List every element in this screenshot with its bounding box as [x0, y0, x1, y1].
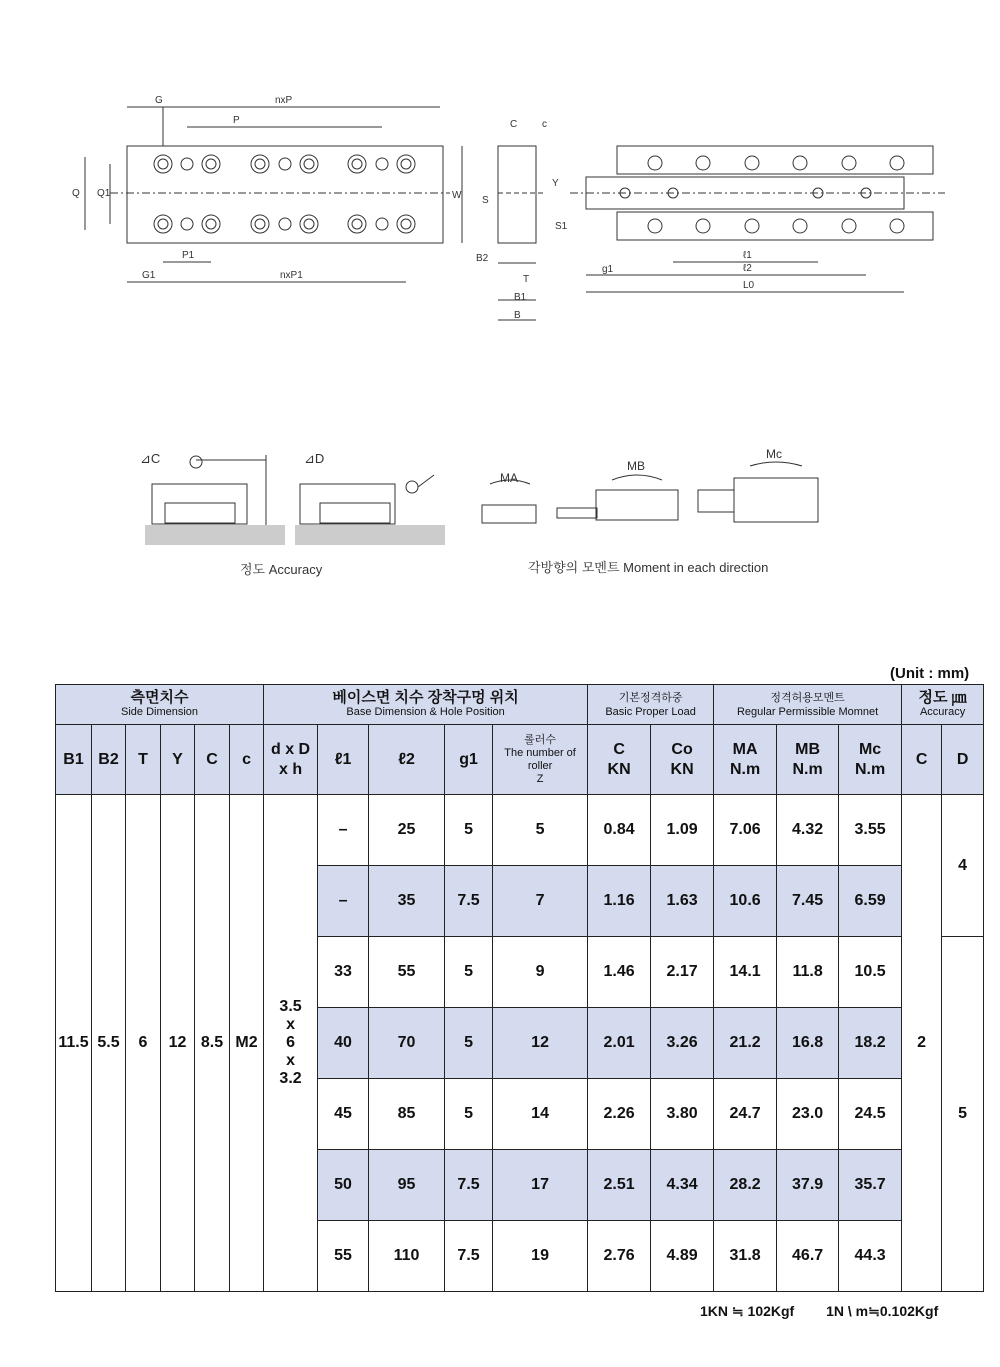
side-view-block	[498, 146, 536, 243]
cell-mb: 46.7	[777, 1221, 839, 1292]
label-P1: P1	[182, 250, 195, 261]
cell-mc: 44.3	[839, 1221, 902, 1292]
cell-l2: 55	[369, 937, 445, 1008]
label-l1: ℓ1	[743, 250, 752, 261]
cell-z: 14	[493, 1079, 588, 1150]
cell-t: 6	[126, 795, 161, 1292]
cell-g1: 5	[445, 1008, 493, 1079]
cell-co-kn: 2.17	[651, 937, 714, 1008]
nm-conversion: 1N \ m≒0.102Kgf	[826, 1303, 939, 1319]
cell-l1: 40	[318, 1008, 369, 1079]
cell-mc: 18.2	[839, 1008, 902, 1079]
group-basic-load: 기본정격하중 Basic Proper Load	[588, 685, 714, 725]
cell-l1: 33	[318, 937, 369, 1008]
column-header-row	[56, 725, 984, 795]
cell-accuracy-c: 2	[902, 795, 942, 1292]
label-delta-c: ⊿C	[140, 451, 161, 466]
cell-mb: 7.45	[777, 866, 839, 937]
cell-l2: 110	[369, 1221, 445, 1292]
kn-conversion: 1KN ≒ 102Kgf	[700, 1303, 795, 1319]
label-Q1: Q1	[97, 188, 111, 199]
moment-caption: 각방향의 모멘트 Moment in each direction	[528, 560, 769, 575]
cell-ma: 21.2	[714, 1008, 777, 1079]
col-co-kn: Co KN	[651, 725, 714, 795]
cell-c-kn: 2.51	[588, 1150, 651, 1221]
unit-label: (Unit : mm)	[890, 665, 970, 682]
label-c: c	[542, 119, 547, 130]
label-S: S	[482, 195, 489, 206]
label-B: B	[514, 310, 521, 321]
group-accuracy: 정도 ㎛ Accuracy	[902, 685, 984, 725]
cell-y: 12	[161, 795, 195, 1292]
label-nxP: nxP	[275, 95, 293, 106]
rail	[586, 177, 904, 209]
group-base-dimension: 베이스면 치수 장착구멍 위치 Base Dimension & Hole Position	[264, 685, 588, 725]
cell-l2: 70	[369, 1008, 445, 1079]
cell-mc: 35.7	[839, 1150, 902, 1221]
cell-ma: 28.2	[714, 1150, 777, 1221]
label-L0: L0	[743, 280, 755, 291]
cell-l2: 35	[369, 866, 445, 937]
cell-mb: 4.32	[777, 795, 839, 866]
label-T: T	[523, 274, 530, 285]
technical-drawing	[0, 0, 1000, 620]
cell-l1: 50	[318, 1150, 369, 1221]
cell-ma: 7.06	[714, 795, 777, 866]
cell-ma: 14.1	[714, 937, 777, 1008]
cell-c-kn: 2.26	[588, 1079, 651, 1150]
cell-mc: 6.59	[839, 866, 902, 937]
cell-z: 17	[493, 1150, 588, 1221]
spec-table	[55, 684, 984, 1292]
cell-accuracy-d: 5	[942, 937, 984, 1292]
cell-l1: 45	[318, 1079, 369, 1150]
cell-g1: 7.5	[445, 1221, 493, 1292]
col-roller-count: 롤러수 The number of roller Z	[493, 725, 588, 795]
label-mc: Mc	[766, 447, 782, 461]
col-mc: Mc N.m	[839, 725, 902, 795]
cell-c-kn: 0.84	[588, 795, 651, 866]
top-view-holes	[154, 155, 415, 233]
cell-l1: –	[318, 866, 369, 937]
cell-c-kn: 1.46	[588, 937, 651, 1008]
cell-z: 5	[493, 795, 588, 866]
col-l1: ℓ1	[318, 725, 369, 795]
col-dxd: d x D x h	[264, 725, 318, 795]
col-c: C	[195, 725, 230, 795]
label-nxP1: nxP1	[280, 270, 303, 281]
cell-c-kn: 2.01	[588, 1008, 651, 1079]
cell-co-kn: 4.34	[651, 1150, 714, 1221]
cell-mb: 11.8	[777, 937, 839, 1008]
label-G: G	[155, 95, 163, 106]
label-B2: B2	[476, 253, 489, 264]
cell-g1: 5	[445, 1079, 493, 1150]
accuracy-caption: 정도 Accuracy	[240, 562, 323, 577]
cell-g1: 7.5	[445, 866, 493, 937]
cell-c-kn: 1.16	[588, 866, 651, 937]
rail-block-upper	[617, 146, 933, 174]
label-C: C	[510, 119, 518, 130]
cell-z: 7	[493, 866, 588, 937]
label-B1: B1	[514, 292, 527, 303]
cell-ma: 10.6	[714, 866, 777, 937]
cell-z: 12	[493, 1008, 588, 1079]
cell-b1: 11.5	[56, 795, 92, 1292]
conversion-footer	[700, 1303, 966, 1320]
col-y: Y	[161, 725, 195, 795]
group-side-dimension: 측면치수 Side Dimension	[56, 685, 264, 725]
label-W: W	[452, 190, 462, 201]
label-delta-d: ⊿D	[304, 451, 325, 466]
cell-g1: 7.5	[445, 1150, 493, 1221]
cell-z: 9	[493, 937, 588, 1008]
cell-co-kn: 4.89	[651, 1221, 714, 1292]
cell-co-kn: 3.26	[651, 1008, 714, 1079]
cell-ma: 24.7	[714, 1079, 777, 1150]
col-ma: MA N.m	[714, 725, 777, 795]
col-mb: MB N.m	[777, 725, 839, 795]
group-moment: 정격허용모멘트 Regular Permissible Momnet	[714, 685, 902, 725]
col-t: T	[126, 725, 161, 795]
label-l2: ℓ2	[743, 263, 752, 274]
cell-co-kn: 1.63	[651, 866, 714, 937]
cell-l2: 85	[369, 1079, 445, 1150]
cell-dxd: 3.5 x 6 x 3.2	[264, 795, 318, 1292]
cell-g1: 5	[445, 937, 493, 1008]
cell-c-kn: 2.76	[588, 1221, 651, 1292]
cell-l2: 25	[369, 795, 445, 866]
cell-z: 19	[493, 1221, 588, 1292]
col-g1: g1	[445, 725, 493, 795]
col-c-small: c	[230, 725, 264, 795]
label-Q: Q	[72, 188, 80, 199]
cell-mb: 23.0	[777, 1079, 839, 1150]
table-row	[56, 795, 984, 866]
cell-l1: 55	[318, 1221, 369, 1292]
cell-l1: –	[318, 795, 369, 866]
col-accuracy-c: C	[902, 725, 942, 795]
group-header-row	[56, 685, 984, 725]
label-S1: S1	[555, 221, 568, 232]
col-accuracy-d: D	[942, 725, 984, 795]
cell-mb: 37.9	[777, 1150, 839, 1221]
col-l2: ℓ2	[369, 725, 445, 795]
cell-co-kn: 1.09	[651, 795, 714, 866]
label-P: P	[233, 115, 240, 126]
cell-c: 8.5	[195, 795, 230, 1292]
label-G1: G1	[142, 270, 156, 281]
label-ma: MA	[500, 471, 518, 485]
cell-mc: 3.55	[839, 795, 902, 866]
cell-mb: 16.8	[777, 1008, 839, 1079]
cell-l2: 95	[369, 1150, 445, 1221]
rail-block-lower	[617, 212, 933, 240]
cell-g1: 5	[445, 795, 493, 866]
cell-b2: 5.5	[92, 795, 126, 1292]
col-c-kn: C KN	[588, 725, 651, 795]
top-view-plate	[127, 146, 443, 243]
cell-mc: 10.5	[839, 937, 902, 1008]
cell-ma: 31.8	[714, 1221, 777, 1292]
col-b1: B1	[56, 725, 92, 795]
cell-accuracy-d: 4	[942, 795, 984, 937]
label-mb: MB	[627, 459, 645, 473]
cell-mc: 24.5	[839, 1079, 902, 1150]
cell-co-kn: 3.80	[651, 1079, 714, 1150]
label-g1: g1	[602, 264, 614, 275]
rail-holes	[620, 156, 904, 233]
cell-c-small: M2	[230, 795, 264, 1292]
label-Y: Y	[552, 178, 559, 189]
col-b2: B2	[92, 725, 126, 795]
